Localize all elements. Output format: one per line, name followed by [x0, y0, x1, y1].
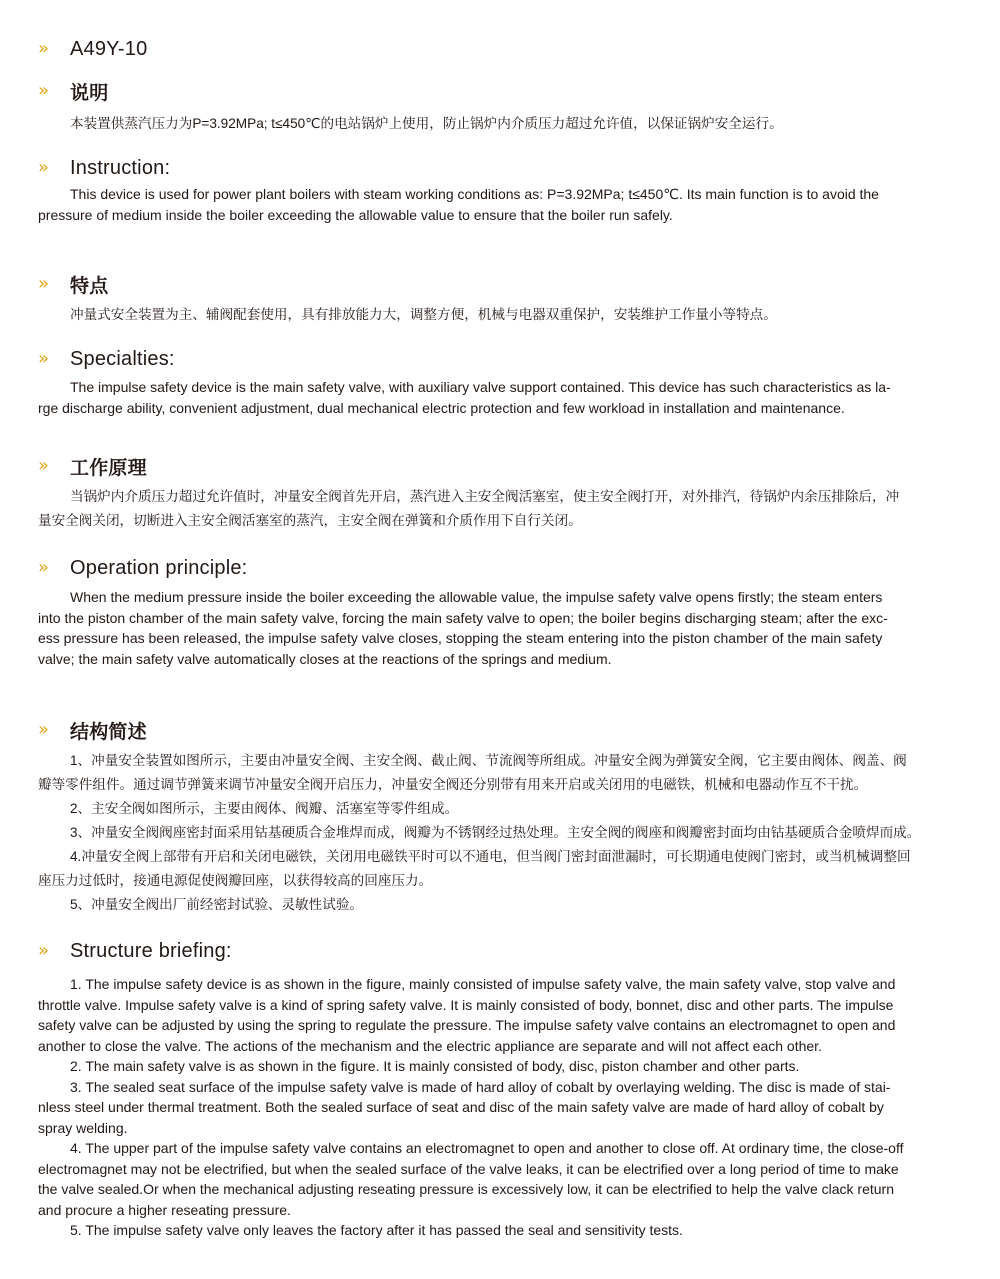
double-chevron-icon: » — [38, 557, 49, 578]
text-line: When the medium pressure inside the boiler exceeding the allowable value, the impulse safety valve opens firstly; the steam enters — [70, 589, 883, 605]
paragraph-op-en — [38, 587, 964, 669]
text-line: into the piston chamber of the main safety valve, forcing the main safety valve to open; the boiler begins discharging steam; after the exc- — [38, 609, 888, 626]
section-heading-feat-cn — [38, 269, 108, 299]
text-line: 4. The upper part of the impulse safety valve contains an electromagnet to open and another to close off. At ordinary time, the close-off — [70, 1140, 904, 1156]
paragraph-op-cn — [38, 485, 964, 533]
text-line: rge discharge ability, convenient adjustment, dual mechanical electric protection and few workload in installation and maintenance. — [38, 399, 845, 416]
double-chevron-icon: » — [38, 273, 49, 294]
text-line: 1、冲量安全装置如图所示，主要由冲量安全阀、主安全阀、截止阀、节流阀等所组成。冲量安全阀为弹簧安全阀，它主要由阀体、阀盖、阀 — [70, 753, 907, 768]
paragraph-struct-en — [38, 974, 964, 1241]
double-chevron-icon: » — [38, 348, 49, 369]
text-line: 5. The impulse safety valve only leaves the factory after it has passed the seal and sensitivity tests. — [70, 1222, 683, 1238]
text-line: This device is used for power plant boilers with steam working conditions as: P=3.92MPa; t≤450℃. Its main function is to avoid the — [70, 186, 879, 202]
text-line: 2. The main safety valve is as shown in the figure. It is mainly consisted of body, disc, piston chamber and other parts. — [70, 1058, 800, 1074]
text-line: 3、冲量安全阀阀座密封面采用钴基硬质合金堆焊而成，阀瓣为不锈钢经过热处理。主安全阀的阀座和阀瓣密封面均由钴基硬质合金喷焊而成。 — [70, 825, 921, 840]
model-heading — [38, 34, 147, 64]
text-line: pressure of medium inside the boiler exceeding the allowable value to ensure that the boiler run safely. — [38, 206, 673, 223]
model-title: A49Y-10 — [70, 37, 148, 60]
double-chevron-icon: » — [38, 455, 49, 476]
text-line: another to close the valve. The actions of the mechanism and the electric appliance are separate and will not affect each other. — [38, 1037, 822, 1054]
text-line: 冲量式安全装置为主、辅阀配套使用，具有排放能力大，调整方便，机械与电器双重保护，安装维护工作量小等特点。 — [70, 307, 777, 322]
text-line: safety valve can be adjusted by using the spring to regulate the pressure. The impulse safety valve contains an electromagnet to open and — [38, 1017, 896, 1033]
section-heading-op-cn — [38, 451, 147, 481]
section-title: Specialties: — [70, 347, 175, 370]
double-chevron-icon: » — [38, 80, 49, 101]
text-line: 3. The sealed seat surface of the impulse safety valve is made of hard alloy of cobalt by overlaying welding. The disc is made of stai- — [70, 1078, 891, 1095]
text-line: 瓣等零件组件。通过调节弹簧来调节冲量安全阀开启压力，冲量安全阀还分别带有用来开启或关闭用的电磁铁，机械和电器动作互不干扰。 — [38, 777, 868, 792]
section-title: 工作原理 — [70, 457, 147, 479]
paragraph-desc-en — [38, 184, 964, 225]
text-line: 5、冲量安全阀出厂前经密封试验、灵敏性试验。 — [70, 897, 364, 912]
text-line: the valve sealed.Or when the mechanical adjusting reseating pressure is excessively low, it can be electrified to help the valve clack return — [38, 1181, 895, 1197]
text-line: throttle valve. Impulse safety valve is a kind of spring safety valve. It is mainly consisted of body, bonnet, disc and other parts. The impulse — [38, 996, 894, 1013]
text-line: 量安全阀关闭，切断进入主安全阀活塞室的蒸汽，主安全阀在弹簧和介质作用下自行关闭。 — [38, 513, 582, 528]
text-line: 4.冲量安全阀上部带有开启和关闭电磁铁，关闭用电磁铁平时可以不通电，但当阀门密封面泄漏时，可长期通电使阀门密封，或当机械调整回 — [70, 849, 911, 864]
text-line: spray welding. — [38, 1119, 128, 1136]
section-title: Instruction: — [70, 156, 171, 179]
section-title: 结构简述 — [70, 721, 147, 743]
paragraph-struct-cn — [38, 749, 964, 917]
text-line: nless steel under thermal treatment. Both the sealed surface of seat and disc of the main safety valve are made of hard alloy of cobalt by — [38, 1099, 884, 1115]
text-line: 2、主安全阀如图所示，主要由阀体、阀瓣、活塞室等零件组成。 — [70, 801, 459, 816]
double-chevron-icon: » — [38, 719, 49, 740]
text-line: electromagnet may not be electrified, but when the sealed surface of the valve leaks, it can be electrified over a long period of time to make — [38, 1160, 899, 1177]
section-heading-struct-en — [38, 936, 232, 966]
text-line: 当锅炉内介质压力超过允许值时，冲量安全阀首先开启，蒸汽进入主安全阀活塞室，使主安全阀打开，对外排汽，待锅炉内余压排除后，冲 — [70, 489, 900, 504]
section-title: Operation principle: — [70, 556, 248, 579]
double-chevron-icon: » — [38, 157, 49, 178]
double-chevron-icon: » — [38, 38, 49, 59]
section-heading-feat-en — [38, 344, 175, 374]
text-line: valve; the main safety valve automatically closes at the reactions of the springs and medium. — [38, 650, 612, 667]
section-heading-op-en — [38, 553, 247, 583]
paragraph-feat-cn — [38, 303, 964, 327]
paragraph-desc-cn — [38, 112, 964, 136]
section-title: 说明 — [70, 82, 109, 104]
text-line: The impulse safety device is the main safety valve, with auxiliary valve support contained. This device has such characteristics as la- — [70, 379, 891, 395]
section-heading-desc-en — [38, 153, 170, 183]
text-line: ess pressure has been released, the impulse safety valve closes, stopping the steam entering into the piston chamber of the main safety — [38, 630, 883, 646]
text-line: 座压力过低时，接通电源促使阀瓣回座，以获得较高的回座压力。 — [38, 873, 433, 888]
section-title: Structure briefing: — [70, 939, 232, 962]
section-heading-struct-cn — [38, 715, 147, 745]
text-line: 1. The impulse safety device is as shown in the figure, mainly consisted of impulse safety valve, the main safety valve, stop valve and — [70, 976, 896, 992]
text-line: and procure a higher reseating pressure. — [38, 1201, 291, 1218]
double-chevron-icon: » — [38, 940, 49, 961]
section-heading-desc-cn — [38, 76, 108, 106]
paragraph-feat-en — [38, 377, 964, 418]
section-title: 特点 — [70, 275, 109, 297]
text-line: 本装置供蒸汽压力为P=3.92MPa; t≤450℃的电站锅炉上使用，防止锅炉内介质压力超过允许值，以保证锅炉安全运行。 — [70, 116, 783, 131]
